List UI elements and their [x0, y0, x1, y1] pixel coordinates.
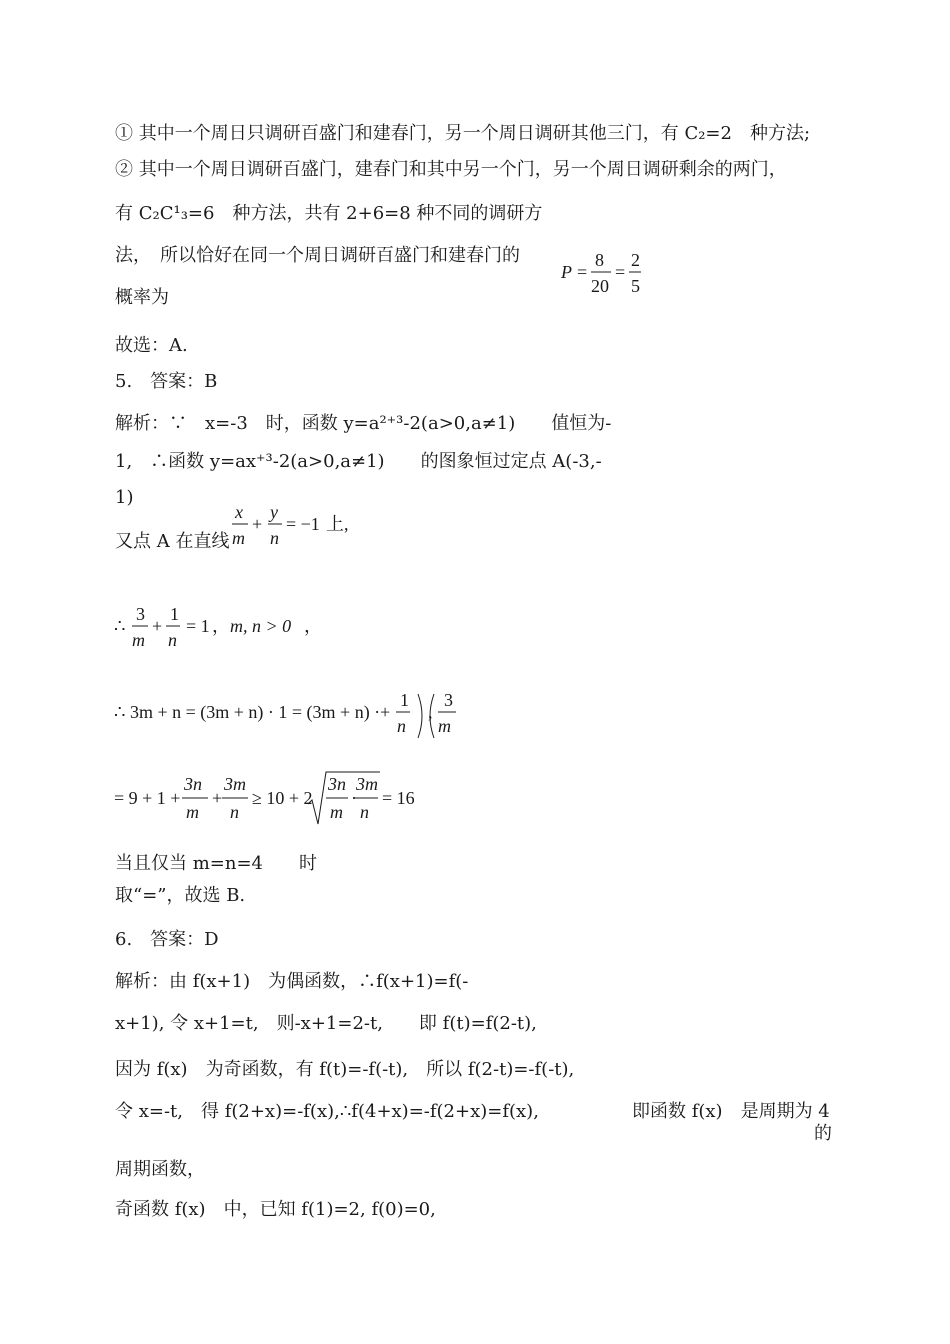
text-line: 1, ∴函数 y=ax⁺³-2(a>0,a≠1) 的图象恒过定点 A(-3,- — [115, 451, 602, 472]
svg-text:+: + — [212, 788, 223, 808]
svg-text:5: 5 — [631, 276, 640, 296]
text-line: 因为 f(x) 为奇函数，有 f(t)=-f(-t), 所以 f(2-t)=-f(-t), — [115, 1059, 575, 1080]
svg-text:1: 1 — [170, 604, 179, 624]
svg-text:·: · — [351, 788, 357, 808]
text-line: 取“=”，故选 B. — [115, 885, 246, 906]
svg-text:n: n — [168, 630, 177, 650]
svg-text:上,: 上, — [326, 514, 349, 534]
text-line: 的 — [814, 1123, 832, 1144]
svg-text:n: n — [397, 716, 406, 736]
svg-text:= 9 + 1 +: = 9 + 1 + — [114, 788, 181, 808]
line-equation — [230, 500, 360, 552]
svg-text:3n: 3n — [184, 774, 202, 794]
expansion-formula-part2 — [380, 684, 460, 744]
text-line: 故选：A. — [115, 335, 188, 356]
svg-text:y: y — [270, 502, 278, 522]
text-line: 令 x=-t, 得 f(2+x)=-f(x),∴f(4+x)=-f(2+x)=f(x), — [115, 1101, 539, 1122]
text-line: 即函数 f(x) 是周期为 4 — [632, 1101, 830, 1122]
svg-text:3m: 3m — [224, 774, 246, 794]
text-line: 法， 所以恰好在同一个周日调研百盛门和建春门的 — [115, 245, 520, 266]
text-line: ② 其中一个周日调研百盛门，建春门和其中另一个门，另一个周日调研剩余的两门， — [115, 159, 787, 180]
svg-text:=: = — [615, 262, 626, 282]
svg-text:∴ 3m + n = (3m + n) · 1 = (3m: ∴ 3m + n = (3m + n) · 1 = (3m + n) · — [114, 702, 381, 722]
svg-text:3m: 3m — [356, 774, 378, 794]
svg-text:= 1: = 1 — [186, 616, 210, 636]
svg-text:8: 8 — [595, 250, 604, 270]
svg-text:P: P — [561, 262, 572, 282]
text-line: 当且仅当 m=n=4 时 — [115, 853, 317, 874]
text-line: ① 其中一个周日只调研百盛门和建春门，另一个周日调研其他三门，有 C₂=2 种方法; — [115, 123, 811, 144]
svg-text:m: m — [232, 528, 245, 548]
svg-text:+: + — [252, 514, 263, 534]
text-line: 5. 答案：B — [115, 371, 218, 392]
text-line: 概率为 — [115, 287, 169, 308]
text-line: 有 C₂C¹₃=6 种方法，共有 2+6=8 种不同的调研方 — [115, 203, 543, 224]
text-line: 周期函数， — [115, 1159, 205, 1180]
svg-text:3n: 3n — [328, 774, 346, 794]
svg-text:+: + — [152, 616, 163, 636]
svg-text:n: n — [360, 802, 369, 822]
svg-text:m: m — [330, 802, 343, 822]
text-line: 6. 答案：D — [115, 929, 219, 950]
text-line: 1) — [115, 487, 134, 508]
svg-text:n: n — [230, 802, 239, 822]
svg-text:20: 20 — [591, 276, 609, 296]
svg-text:m: m — [438, 716, 451, 736]
probability-formula — [555, 244, 655, 300]
text-line: 解析：由 f(x+1) 为偶函数，∴f(x+1)=f(- — [115, 971, 469, 992]
text-line: 又点 A 在直线 — [115, 531, 230, 552]
svg-text:n: n — [270, 528, 279, 548]
text-line: 解析：∵ x=-3 时，函数 y=a²⁺³-2(a>0,a≠1) 值恒为- — [115, 413, 612, 434]
svg-text:3: 3 — [444, 690, 453, 710]
svg-text:m, n > 0: m, n > 0 — [230, 616, 292, 636]
svg-text:x: x — [235, 502, 243, 522]
svg-text:≥ 10 + 2: ≥ 10 + 2 — [252, 788, 313, 808]
svg-text:=: = — [577, 262, 588, 282]
condition-formula — [112, 600, 332, 656]
svg-text:2: 2 — [631, 250, 640, 270]
svg-text:3: 3 — [136, 604, 145, 624]
svg-text:,: , — [428, 702, 433, 722]
svg-text:= 16: = 16 — [382, 788, 415, 808]
svg-text:∴: ∴ — [114, 616, 126, 636]
svg-text:，: ， — [304, 616, 322, 636]
svg-text:m: m — [132, 630, 145, 650]
svg-text:= −1: = −1 — [286, 514, 320, 534]
text-line: 奇函数 f(x) 中，已知 f(1)=2, f(0)=0, — [115, 1199, 436, 1220]
text-line: x+1), 令 x+1=t, 则-x+1=2-t, 即 f(t)=f(2-t), — [115, 1013, 537, 1034]
svg-text:1: 1 — [400, 690, 409, 710]
svg-text:m: m — [186, 802, 199, 822]
inequality-formula — [112, 768, 432, 830]
svg-text:，: ， — [212, 616, 230, 636]
svg-text:+: + — [380, 702, 391, 722]
